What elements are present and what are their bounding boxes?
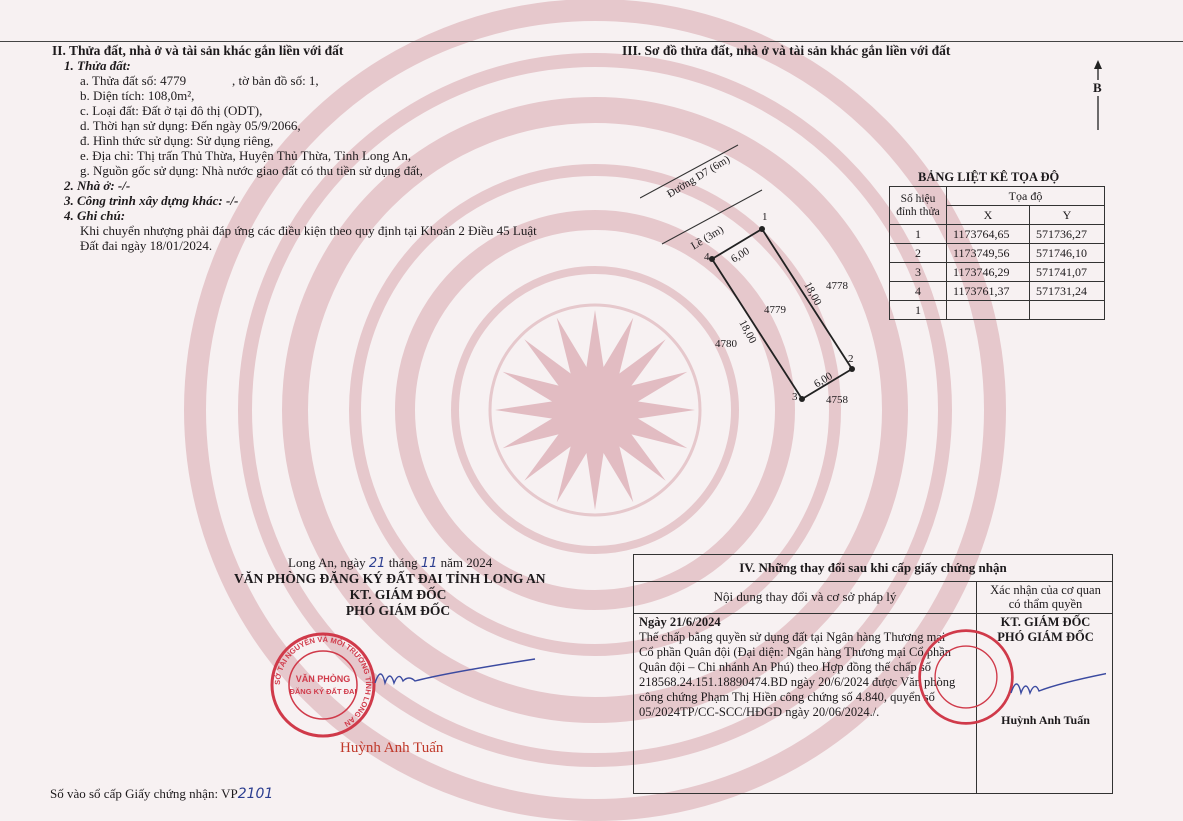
seal-ring-text: SỞ TÀI NGUYÊN VÀ MÔI TRƯỜNG TỈNH LONG AN [272, 634, 374, 729]
place-date: Long An, ngày 21 tháng 11 năm 2024 [288, 555, 493, 571]
point-1: 1 [762, 211, 768, 223]
coord-table-title: BẢNG LIỆT KÊ TỌA ĐỘ [918, 170, 1060, 184]
coord-table [889, 186, 1105, 320]
section4-title: IV. Những thay đổi sau khi cấp giấy chứng nhận [634, 555, 1112, 582]
change-date: Ngày 21/6/2024 [639, 615, 721, 629]
parcel-number: a. Thửa đất số: 4779 [80, 73, 187, 88]
area: b. Diện tích: 108,0m², [80, 88, 195, 103]
address: e. Địa chỉ: Thị trấn Thủ Thừa, Huyện Thủ Thừa, Tỉnh Long An, [80, 148, 412, 163]
construction: 3. Công trình xây dựng khác: -/- [64, 193, 239, 208]
north-label: B [1093, 80, 1102, 95]
use-term: d. Thời hạn sử dụng: Đến ngày 05/9/2066, [80, 118, 301, 133]
signer-name: Huỳnh Anh Tuấn [340, 740, 444, 756]
register-number: 2101 [237, 786, 274, 802]
office-seal-2 [916, 627, 1016, 727]
section3-heading: III. Sơ đồ thửa đất, nhà ở và tài sản khác gắn liền với đất [622, 43, 951, 58]
note-heading: 4. Ghi chú: [64, 208, 126, 223]
edge-right-length: 18,00 [801, 280, 824, 308]
table-row: 3 1173746,29 571741,07 [890, 263, 1105, 282]
table-row: 2 1173749,56 571746,10 [890, 244, 1105, 263]
north-arrow-icon [1088, 60, 1108, 132]
sidewalk-label: Lề (3m) [689, 223, 726, 253]
col-point-header: Số hiệu đỉnh thửa [890, 187, 947, 225]
signature-left [370, 655, 540, 695]
seal-center-1: VĂN PHÒNG [295, 674, 351, 684]
parcel-label: 4779 [764, 304, 786, 316]
office-seal [268, 630, 378, 740]
changes-signing: KT. GIÁM ĐỐC PHÓ GIÁM ĐỐC [997, 615, 1094, 644]
neighbor-left: 4780 [715, 338, 737, 350]
point-3: 3 [792, 391, 798, 403]
edge-bottom-length: 6,00 [812, 370, 835, 391]
changes-signer: Huỳnh Anh Tuấn [1001, 713, 1090, 727]
top-border [0, 41, 1183, 42]
register-line: Số vào sổ cấp Giấy chứng nhận: VP2101 [50, 786, 274, 802]
neighbor-bottom: 4758 [826, 394, 848, 406]
point-2: 2 [848, 353, 854, 365]
col-coord-header: Tọa độ [947, 187, 1105, 206]
changes-col-content: Nội dung thay đổi và cơ sở pháp lý [713, 589, 897, 604]
land-heading: 1. Thửa đất: [64, 58, 131, 73]
signature-right [1006, 665, 1106, 705]
use-form: đ. Hình thức sử dụng: Sử dụng riêng, [80, 133, 274, 148]
deputy-director: PHÓ GIÁM ĐỐC [345, 603, 451, 618]
changes-col-confirm: Xác nhận của cơ quan có thẩm quyền [990, 583, 1101, 611]
table-row: 1 [890, 301, 1105, 320]
changes-box [633, 554, 1113, 794]
date-month: 11 [420, 556, 438, 571]
map-sheet: , tờ bản đồ số: 1, [232, 73, 319, 88]
section2-heading: II. Thửa đất, nhà ở và tài sản khác gắn liền với đất [52, 43, 344, 58]
seal-center-2: ĐĂNG KÝ ĐẤT ĐAI [289, 687, 357, 696]
origin: g. Nguồn gốc sử dụng: Nhà nước giao đất có thu tiền sử dụng đất, [80, 163, 423, 178]
edge-top-length: 6,00 [729, 245, 752, 266]
table-row: 1 1173764,65 571736,27 [890, 225, 1105, 244]
edge-left-length: 18,00 [736, 318, 759, 346]
changes-content: Ngày 21/6/2024 Thế chấp bằng quyền sử dụng đất tại Ngân hàng Thương mại Cổ phần Quân đội (Đại diện: Ngân hàng Thương mại Cổ phần Quân đội – Chi nhánh An Phú) theo Hợp đồng thế chấp số 218568.24.151.18890474.BD ngày 20/6/2024 được Văn phòng công chứng Phạm Thị Hiền công chứng số 4.840, quyển số 05/2024TP/CC-SCC/HĐGD ngày 20/06/2024./. [639, 615, 973, 720]
land-type: c. Loại đất: Đất ở tại đô thị (ODT), [80, 103, 263, 118]
house: 2. Nhà ở: -/- [64, 178, 131, 193]
road-label: Đường D7 (6m) [665, 153, 733, 201]
office-name: VĂN PHÒNG ĐĂNG KÝ ĐẤT ĐAI TỈNH LONG AN [234, 571, 546, 586]
note-line-1: Khi chuyển nhượng phải đáp ứng các điều kiện theo quy định tại Khoản 2 Điều 45 Luật [80, 223, 537, 238]
date-day: 21 [368, 556, 386, 571]
table-row: 4 1173761,37 571731,24 [890, 282, 1105, 301]
col-x-header: X [947, 206, 1030, 225]
note-line-2: Đất đai ngày 18/01/2024. [80, 238, 213, 253]
col-y-header: Y [1030, 206, 1105, 225]
neighbor-right: 4778 [826, 280, 848, 292]
point-4: 4 [704, 251, 710, 263]
kt-director: KT. GIÁM ĐỐC [349, 587, 447, 602]
